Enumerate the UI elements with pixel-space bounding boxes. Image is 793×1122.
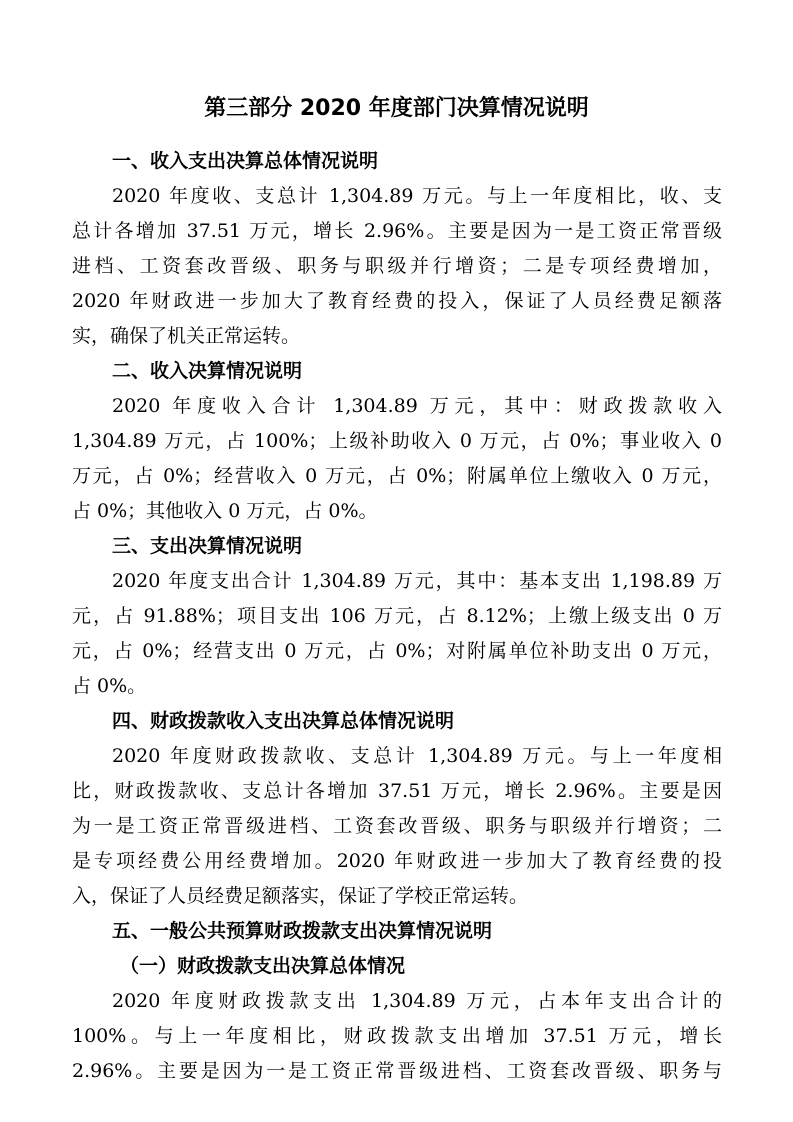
section-paragraph xyxy=(72,739,722,914)
paragraph-line: 是专项经费公用经费增加。2020 年财政进一步加大了教育经费的投 xyxy=(72,850,722,872)
page-title: 第三部分 2020 年度部门决算情况说明 xyxy=(204,96,589,121)
paragraph-line: 占 0%；其他收入 0 万元，占 0%。 xyxy=(72,500,378,522)
paragraph-line: 2020 年度财政拨款收、支总计 1,304.89 万元。与上一年度相 xyxy=(112,745,722,767)
paragraph-line: 总计各增加 37.51 万元，增长 2.96%。主要是因为一是工资正常晋级 xyxy=(72,220,722,242)
paragraph-line: 占 0%。 xyxy=(72,675,147,697)
section-heading: 三、支出决算情况说明 xyxy=(112,535,303,557)
section-heading: （一）财政拨款支出决算总体情况 xyxy=(120,955,406,977)
paragraph-line: 比，财政拨款收、支总计各增加 37.51 万元，增长 2.96%。主要是因 xyxy=(72,780,722,802)
paragraph-line: 2020 年度收入合计 1,304.89 万元，其中：财政拨款收入 xyxy=(112,395,722,417)
section-paragraph xyxy=(72,984,722,1089)
section-heading: 二、收入决算情况说明 xyxy=(112,360,303,382)
paragraph-line: 100%。与上一年度相比，财政拨款支出增加 37.51 万元，增长 xyxy=(72,1025,722,1047)
paragraph-line: 2020 年度财政拨款支出 1,304.89 万元，占本年支出合计的 xyxy=(112,990,722,1012)
paragraph-line: 元，占 0%；经营支出 0 万元，占 0%；对附属单位补助支出 0 万元， xyxy=(72,640,722,662)
paragraph-line: 万元，占 0%；经营收入 0 万元，占 0%；附属单位上缴收入 0 万元， xyxy=(72,465,722,487)
paragraph-line: 2020 年度支出合计 1,304.89 万元，其中：基本支出 1,198.89 万 xyxy=(112,570,722,592)
section-paragraph xyxy=(72,564,722,704)
section-paragraph xyxy=(72,389,722,529)
section-heading: 四、财政拨款收入支出决算总体情况说明 xyxy=(112,710,455,732)
document-body xyxy=(72,144,722,1089)
paragraph-line: 2.96%。主要是因为一是工资正常晋级进档、工资套改晋级、职务与 xyxy=(72,1060,722,1082)
paragraph-line: 进档、工资套改晋级、职务与职级并行增资；二是专项经费增加， xyxy=(72,255,722,277)
paragraph-line: 入，保证了人员经费足额落实，保证了学校正常运转。 xyxy=(72,885,529,907)
paragraph-line: 元，占 91.88%；项目支出 106 万元，占 8.12%；上缴上级支出 0 万 xyxy=(72,605,722,627)
section-heading: 一、收入支出决算总体情况说明 xyxy=(112,150,379,172)
section-paragraph xyxy=(72,179,722,354)
paragraph-line: 2020 年度收、支总计 1,304.89 万元。与上一年度相比，收、支 xyxy=(112,185,722,207)
paragraph-line: 实，确保了机关正常运转。 xyxy=(72,325,301,347)
paragraph-line: 1,304.89 万元，占 100%；上级补助收入 0 万元，占 0%；事业收入 0 xyxy=(72,430,722,452)
paragraph-line: 为一是工资正常晋级进档、工资套改晋级、职务与职级并行增资；二 xyxy=(72,815,722,837)
section-heading: 五、一般公共预算财政拨款支出决算情况说明 xyxy=(112,920,493,942)
paragraph-line: 2020 年财政进一步加大了教育经费的投入，保证了人员经费足额落 xyxy=(72,290,722,312)
